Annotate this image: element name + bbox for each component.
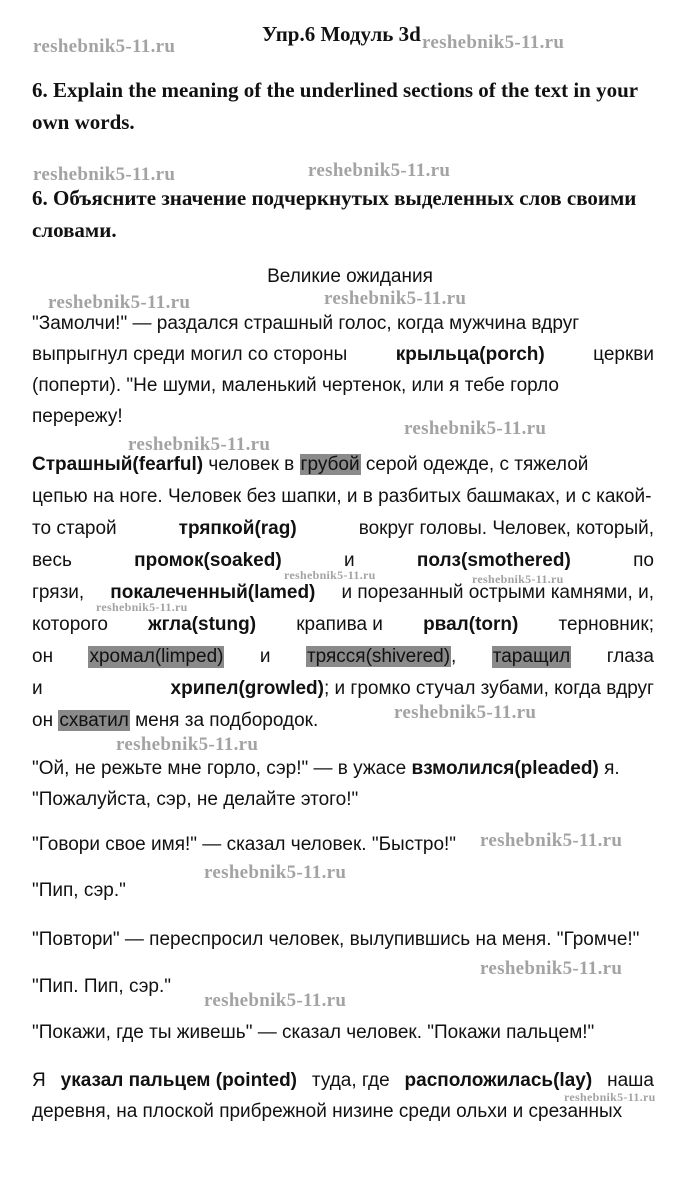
task-english-line: 6. Explain the meaning of the underlined sections of the text in your: [32, 78, 639, 102]
story-text: "Повтори" — переспросил человек, вылупившись на меня. "Громче!": [32, 929, 640, 950]
story-line: [32, 582, 654, 604]
story-title: Великие ожидания: [267, 266, 433, 287]
vocab-word: покалеченный(lamed): [110, 582, 316, 603]
task-russian-line: 6. Объясните значение подчеркнутых выделенных слов своими: [32, 186, 637, 210]
story-line: [32, 313, 654, 335]
story-line: [32, 1101, 654, 1123]
story-text: терновник;: [558, 614, 654, 635]
watermark: reshebnik5-11.ru: [204, 990, 347, 1011]
watermark: reshebnik5-11.ru: [48, 292, 191, 313]
vocab-word: промок(soaked): [134, 550, 282, 571]
vocab-word: жгла(stung): [148, 614, 257, 635]
story-line: [32, 758, 654, 780]
story-text: и: [259, 646, 271, 667]
story-text: наша: [607, 1070, 654, 1091]
watermark: reshebnik5-11.ru: [33, 36, 176, 57]
watermark: reshebnik5-11.ru: [422, 32, 565, 53]
vocab-word: указал пальцем (pointed): [60, 1070, 297, 1091]
story-text: ,: [451, 646, 457, 667]
story-text: и порезанный острыми камнями, и,: [341, 582, 654, 603]
vocab-word: взмолился(pleaded): [411, 758, 599, 779]
story-text: "Говори свое имя!" — сказал человек. "Быстро!": [32, 834, 457, 855]
story-text: (поперти). "Не шуми, маленький чертенок, или я тебе горло: [32, 375, 559, 396]
story-text: глаза: [606, 646, 654, 667]
task-english: [32, 74, 654, 138]
watermark: reshebnik5-11.ru: [564, 1090, 656, 1104]
story-text: выпрыгнул среди могил со стороны: [32, 344, 348, 365]
task-russian: [32, 182, 654, 246]
story-text: весь: [32, 550, 72, 571]
story-text: вокруг головы. Человек, который,: [358, 518, 654, 539]
vocab-word: крыльца(porch): [395, 344, 545, 365]
story-text: он: [32, 646, 54, 667]
watermark: reshebnik5-11.ru: [33, 164, 176, 185]
story-line: [32, 646, 654, 668]
story-text: и: [32, 678, 43, 699]
story-text: деревня, на плоской прибрежной низине среди ольхи и срезанных: [32, 1101, 623, 1122]
story-line: [32, 406, 654, 428]
highlighted-word: схватил: [59, 710, 129, 731]
watermark: reshebnik5-11.ru: [116, 734, 259, 755]
story-line: [32, 486, 654, 508]
watermark: reshebnik5-11.ru: [204, 862, 347, 883]
vocab-word: хрипел(growled): [170, 678, 324, 699]
watermark: reshebnik5-11.ru: [324, 288, 467, 309]
story-text: по: [633, 550, 654, 571]
watermark: reshebnik5-11.ru: [480, 830, 623, 851]
story-text: человек в: [208, 454, 295, 475]
story-text: "Пип. Пип, сэр.": [32, 976, 171, 997]
watermark: reshebnik5-11.ru: [394, 702, 537, 723]
story-text: серой одежде, с тяжелой: [365, 454, 589, 475]
story-line: [32, 454, 654, 476]
watermark: reshebnik5-11.ru: [128, 434, 271, 455]
story-line: [32, 678, 654, 700]
story-line: [32, 710, 654, 732]
vocab-word: расположилась(lay): [404, 1070, 593, 1091]
story-text: "Пип, сэр.": [32, 880, 126, 901]
watermark: reshebnik5-11.ru: [96, 600, 188, 614]
story-text: Я: [32, 1070, 46, 1091]
vocab-word: рвал(torn): [423, 614, 519, 635]
story-text: которого: [32, 614, 108, 635]
vocab-word: полз(smothered): [416, 550, 571, 571]
highlighted-word: таращил: [492, 646, 571, 667]
story-text: меня за подбородок.: [135, 710, 319, 731]
watermark: reshebnik5-11.ru: [284, 568, 376, 582]
story-line: [32, 344, 654, 366]
vocab-word: Страшный(fearful): [32, 454, 204, 475]
story-line: [32, 929, 654, 951]
story-text: то старой: [32, 518, 117, 539]
story-line: [32, 614, 654, 636]
story-text: и: [343, 550, 355, 571]
highlighted-word: грубой: [300, 454, 360, 475]
story-text: туда, где: [311, 1070, 390, 1091]
story-line: [32, 976, 654, 998]
story-line: [32, 1022, 654, 1044]
story-text: он: [32, 710, 54, 731]
story-text: "Замолчи!" — раздался страшный голос, когда мужчина вдруг: [32, 313, 580, 334]
story-text: грязи,: [32, 582, 85, 603]
story-text: перережу!: [32, 406, 123, 427]
story-text: ; и громко стучал зубами, когда вдруг: [323, 678, 654, 699]
watermark: reshebnik5-11.ru: [480, 958, 623, 979]
watermark: reshebnik5-11.ru: [404, 418, 547, 439]
task-english-line: own words.: [32, 110, 135, 134]
watermark: reshebnik5-11.ru: [472, 572, 564, 586]
story-line: [32, 1070, 654, 1092]
story-text: "Ой, не режьте мне горло, сэр!" — в ужасе: [32, 758, 407, 779]
story-text: я.: [604, 758, 620, 779]
watermark: reshebnik5-11.ru: [308, 160, 451, 181]
highlighted-word: трясся(shivered): [306, 646, 451, 667]
story-line: [32, 550, 654, 572]
story-text: "Пожалуйста, сэр, не делайте этого!": [32, 789, 359, 810]
story-text: церкви: [593, 344, 654, 365]
story-line: [32, 375, 654, 397]
story-text: "Покажи, где ты живешь" — сказал человек. "Покажи пальцем!": [32, 1022, 595, 1043]
page-header: Упр.6 Модуль 3d: [262, 22, 421, 46]
story-line: [32, 518, 654, 540]
story-text: крапива и: [296, 614, 383, 635]
story-line: [32, 834, 654, 856]
story-text: цепью на ноге. Человек без шапки, и в разбитых башмаках, и с какой-: [32, 486, 652, 507]
story-line: [32, 789, 654, 811]
vocab-word: тряпкой(rag): [178, 518, 297, 539]
task-russian-line: словами.: [32, 218, 117, 242]
story-line: [32, 880, 654, 902]
highlighted-word: хромал(limped): [89, 646, 224, 667]
